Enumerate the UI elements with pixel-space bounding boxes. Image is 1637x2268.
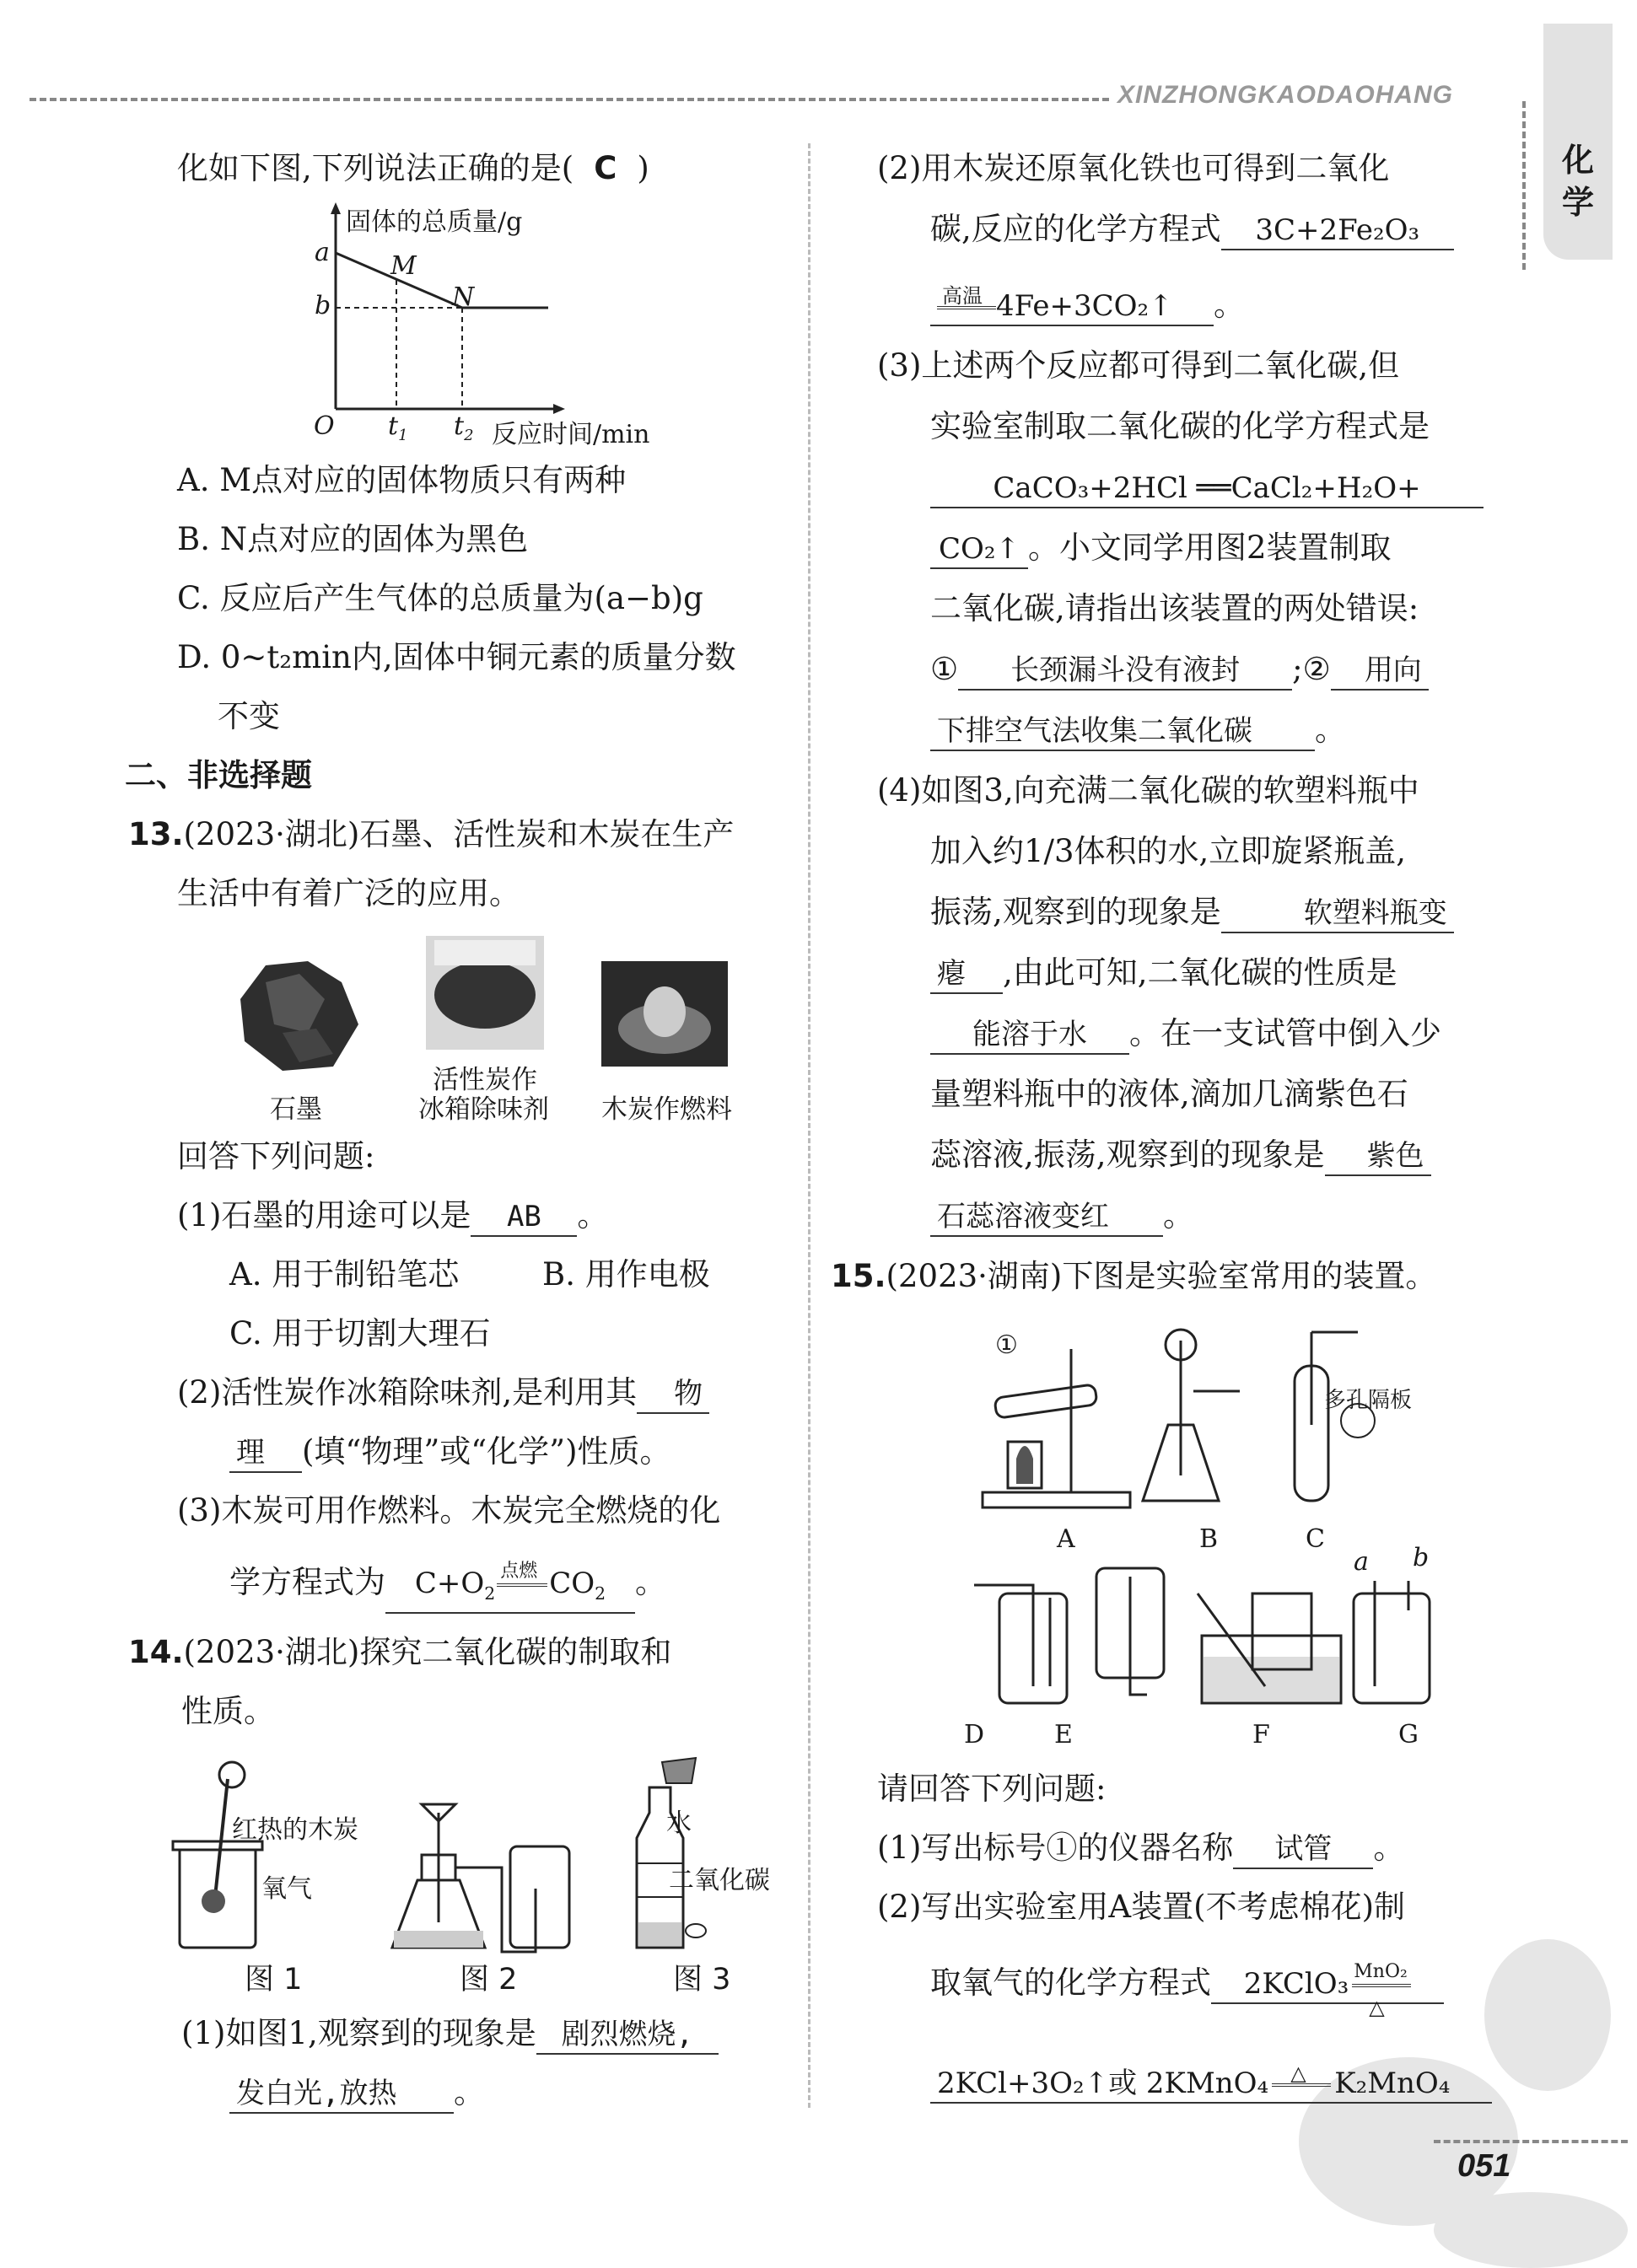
q14-4: (4)如图3,向充满二氧化碳的软塑料瓶中 — [877, 772, 1419, 809]
q14-stem: 14.(2023·湖北)探究二氧化碳的制取和 — [128, 1634, 672, 1670]
graph-a: a — [315, 238, 330, 267]
q14-4-f: 量塑料瓶中的液体,滴加几滴紫色石 — [930, 1076, 1408, 1112]
q12-answer: C — [594, 150, 617, 186]
q12-option-c: C. 反应后产生气体的总质量为(a−b)g — [177, 580, 703, 616]
graph-b: b — [315, 291, 331, 320]
graph-origin: O — [314, 411, 335, 441]
q15-2-cont: 取氧气的化学方程式 2KClO₃ MnO₂ △ — [930, 1964, 1444, 2004]
fig2-caption: 图 2 — [460, 1963, 518, 1997]
q15-label-1: ① — [995, 1330, 1018, 1360]
q14-3: (3)上述两个反应都可得到二氧化碳,但 — [877, 347, 1400, 384]
q14-4-e: 能溶于水 。在一支试管中倒入少 — [930, 1015, 1441, 1055]
q13-1: (1)石墨的用途可以是 AB 。 — [177, 1197, 608, 1237]
q13-2-cont: 理 (填“物理”或“化学”)性质。 — [229, 1433, 671, 1473]
charcoal-fuel-photo — [601, 961, 728, 1067]
q15-2-eq-cont: 2KCl+3O₂↑或 2KMnO₄ △ K₂MnO₄ — [930, 2064, 1492, 2104]
mass-time-graph — [304, 202, 658, 447]
q14-stem-cont: 性质。 — [181, 1693, 275, 1729]
activated-carbon-photo — [426, 936, 544, 1050]
q14-label-charcoal: 红热的木炭 — [232, 1815, 358, 1845]
q15-prompt: 请回答下列问题: — [877, 1771, 1107, 1807]
q14-3-errors-cont: 下排空气法收集二氧化碳 。 — [930, 712, 1346, 751]
q15-app-G: G — [1398, 1720, 1419, 1749]
graph-N: N — [452, 282, 475, 312]
q14-4-b: 加入约1/3体积的水,立即旋紧瓶盖, — [930, 833, 1407, 869]
q14-4-d: 瘪 ,由此可知,二氧化碳的性质是 — [930, 954, 1397, 994]
q14-3-eq-cont: CO₂↑ 。小文同学用图2装置制取 — [930, 529, 1392, 569]
decor-blob — [1434, 2192, 1628, 2268]
q14-1: (1)如图1,观察到的现象是 剧烈燃烧, — [181, 2015, 719, 2055]
q13-1-opt-c: C. 用于切割大理石 — [229, 1315, 491, 1352]
q15-app-B: B — [1199, 1524, 1219, 1554]
graphite-photo — [232, 949, 367, 1075]
page-number: 051 — [1457, 2148, 1511, 2184]
series-title: XINZHONGKAODAOHANG — [1117, 81, 1453, 109]
q14-apparatus-figures — [164, 1754, 805, 1956]
q12-option-d: D. 0~t₂min内,固体中铜元素的质量分数 — [177, 639, 736, 675]
q14-label-oxygen: 氧气 — [261, 1874, 312, 1904]
q14-3-errors: ① 长颈漏斗没有液封 ;② 用向 — [930, 651, 1429, 691]
q14-4-h: 石蕊溶液变红 。 — [930, 1197, 1194, 1237]
q14-3-errors-prompt: 二氧化碳,请指出该装置的两处错误: — [930, 590, 1419, 626]
graph-y-label: 固体的总质量/g — [346, 207, 523, 237]
fig3-caption: 图 3 — [673, 1963, 731, 1997]
header-dashed-line — [30, 98, 1109, 101]
caption-activated-carbon-2: 冰箱除味剂 — [418, 1094, 549, 1125]
q14-label-water: 水 — [666, 1808, 692, 1838]
column-divider — [808, 143, 810, 2108]
q12-stem: 化如下图,下列说法正确的是( C ) — [177, 150, 649, 186]
q14-3-cont: 实验室制取二氧化碳的化学方程式是 — [930, 408, 1430, 444]
q14-1-cont: 发白光,放热 。 — [229, 2074, 485, 2114]
q13-1-opt-a: A. 用于制铅笔芯 — [229, 1256, 460, 1293]
q15-app-E: E — [1054, 1720, 1073, 1749]
q15-1: (1)写出标号①的仪器名称 试管 。 — [877, 1830, 1404, 1869]
caption-charcoal-fuel: 木炭作燃料 — [601, 1094, 732, 1125]
graph-x-label: 反应时间/min — [492, 420, 650, 449]
q12-option-a: A. M点对应的固体物质只有两种 — [177, 462, 627, 498]
q15-app-D: D — [964, 1720, 985, 1749]
q15-2: (2)写出实验室用A装置(不考虑棉花)制 — [877, 1889, 1406, 1925]
q14-2: (2)用木炭还原氧化铁也可得到二氧化 — [877, 150, 1390, 186]
caption-graphite: 石墨 — [270, 1094, 322, 1125]
q15-label-porous: 多孔隔板 — [1324, 1388, 1413, 1413]
q13-2: (2)活性炭作冰箱除味剂,是利用其 物 — [177, 1374, 709, 1414]
fig1-caption: 图 1 — [245, 1963, 303, 1997]
footer-dashed-line — [1434, 2140, 1628, 2143]
q15-label-a: a — [1354, 1547, 1369, 1577]
y-axis-arrow — [331, 202, 341, 214]
q13-3: (3)木炭可用作燃料。木炭完全燃烧的化 — [177, 1492, 721, 1529]
q13-3-cont: 学方程式为 $C+O_2$ 点燃 $CO_2$ 。 — [229, 1564, 666, 1614]
q13-1-opt-b: B. 用作电极 — [542, 1256, 710, 1293]
q14-4-g: 蕊溶液,振荡,观察到的现象是 紫色 — [930, 1137, 1431, 1176]
q13-stem: 13.(2023·湖北)石墨、活性炭和木炭在生产 — [128, 816, 735, 852]
q14-label-co2: 二氧化碳 — [669, 1866, 770, 1895]
q14-2-cont: 碳,反应的化学方程式 3C+2Fe₂O₃ — [930, 211, 1454, 250]
tab-dashed-line — [1522, 101, 1536, 270]
q14-4-c: 振荡,观察到的现象是 软塑料瓶变 — [930, 894, 1454, 933]
q12-option-b: B. N点对应的固体为黑色 — [177, 521, 529, 557]
q15-label-b: b — [1413, 1543, 1430, 1572]
q14-2-eq: 高温 4Fe+3CO₂↑ 。 — [930, 287, 1245, 326]
section-title: 二、非选择题 — [125, 757, 312, 793]
graph-t2: $t_2$ — [454, 411, 474, 444]
q15-app-C: C — [1306, 1524, 1325, 1554]
caption-activated-carbon-1: 活性炭作 — [433, 1065, 537, 1095]
subject-tab-label: 化学 — [1562, 142, 1595, 221]
q12-option-d-cont: 不变 — [218, 698, 280, 734]
q14-3-eq: CaCO₃+2HCl ══CaCl₂+H₂O+ — [930, 469, 1484, 508]
decor-blob — [1484, 1939, 1611, 2091]
q15-app-F: F — [1252, 1720, 1270, 1749]
graph-t1: $t_1$ — [388, 411, 408, 444]
q15-stem: 15.(2023·湖南)下图是实验室常用的装置。 — [831, 1258, 1437, 1294]
graph-M: M — [390, 251, 417, 281]
q15-app-A: A — [1057, 1524, 1075, 1554]
q13-prompt: 回答下列问题: — [177, 1138, 375, 1174]
q13-stem-cont: 生活中有着广泛的应用。 — [177, 875, 520, 911]
